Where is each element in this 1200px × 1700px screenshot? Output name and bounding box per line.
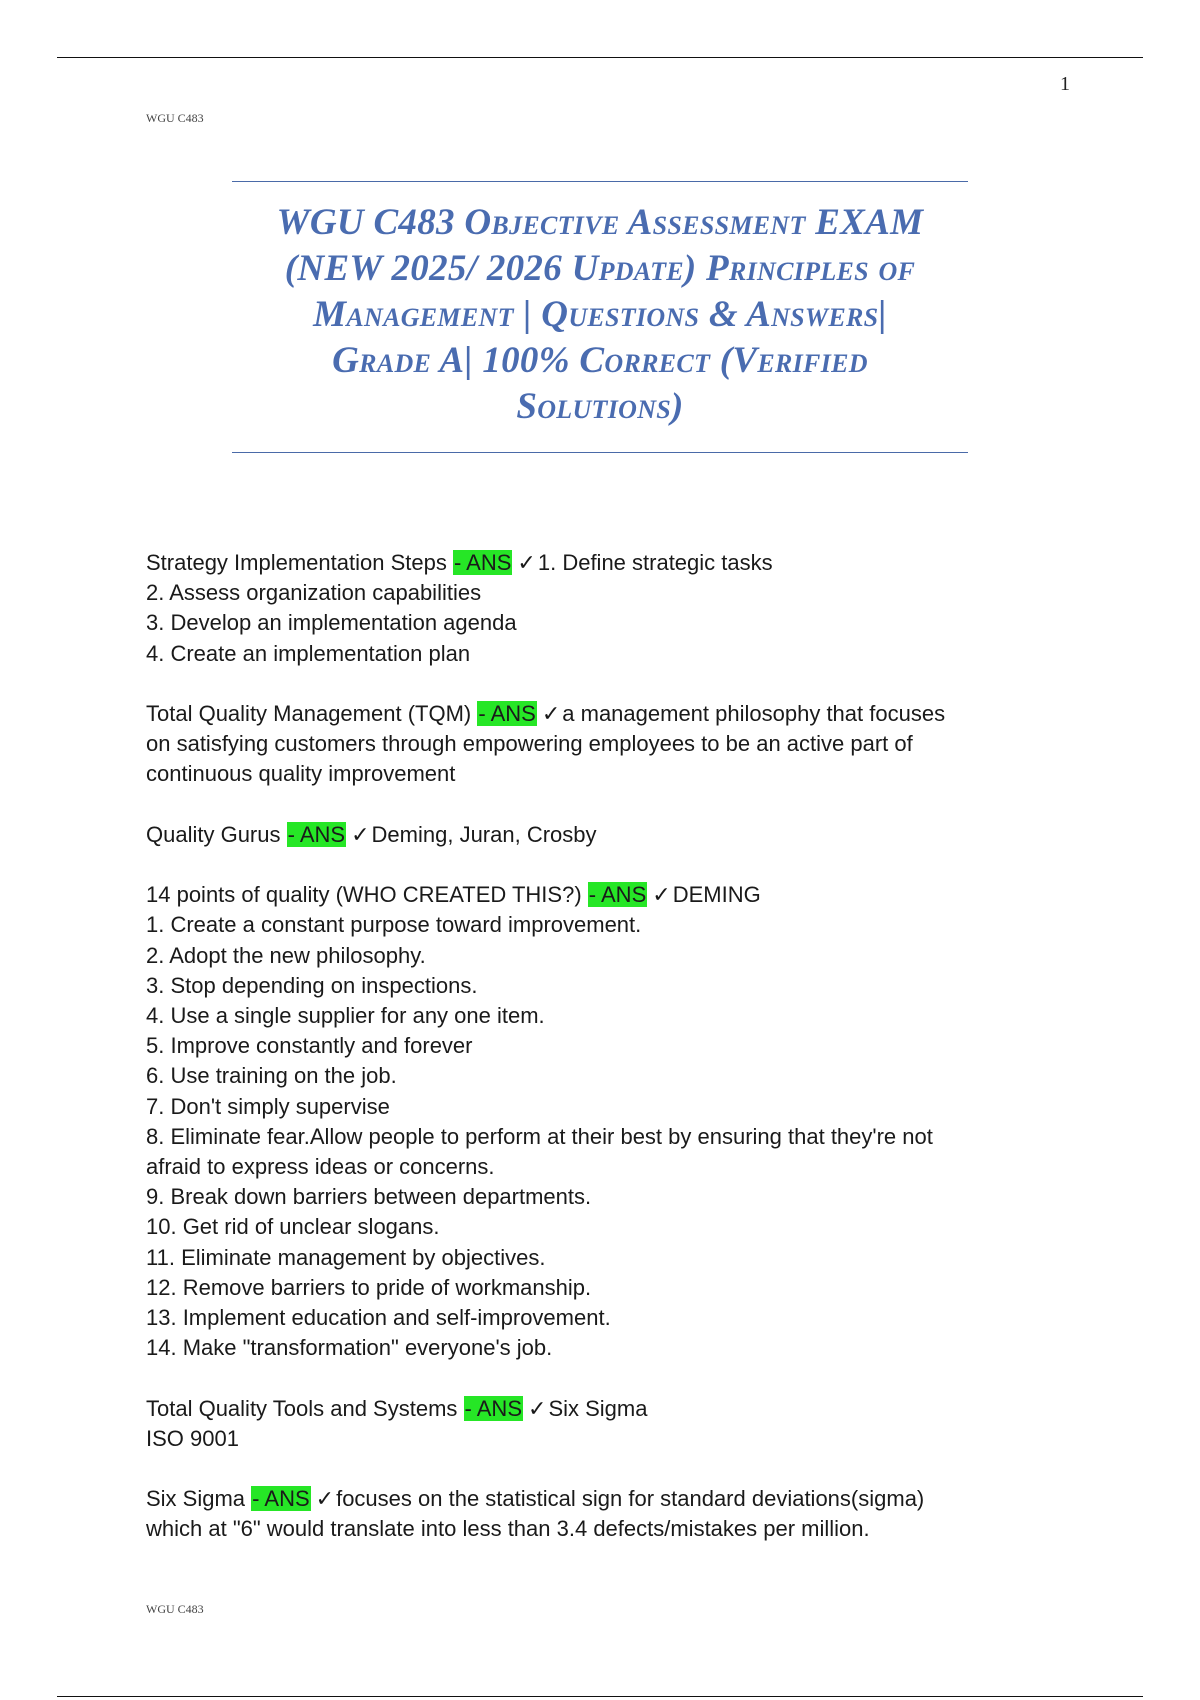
answer-line: which at "6" would translate into less than 3.4 defects/mistakes per million. xyxy=(146,1516,870,1542)
ans-highlight: - ANS xyxy=(252,1486,310,1512)
qa-entry xyxy=(146,1394,1046,1454)
answer-line: 5. Improve constantly and forever xyxy=(146,1033,473,1059)
answer-line: 7. Don't simply supervise xyxy=(146,1093,390,1119)
bottom-rule xyxy=(57,1696,1143,1697)
ans-highlight: - ANS xyxy=(464,1395,522,1421)
answer-line: 9. Break down barriers between departments. xyxy=(146,1184,592,1210)
ans-highlight: - ANS xyxy=(453,550,512,575)
answer-line: ISO 9001 xyxy=(146,1425,239,1451)
qa-first-line xyxy=(146,548,1046,578)
answer-line: on satisfying customers through empowering employees to be an active part of xyxy=(146,731,913,757)
question-text: Quality Gurus xyxy=(146,821,281,847)
ans-highlight: - ANS xyxy=(588,882,647,908)
qa-entry xyxy=(146,1484,1046,1544)
answer-line: 10. Get rid of unclear slogans. xyxy=(146,1214,440,1240)
top-rule xyxy=(57,57,1143,58)
answer-line: 12. Remove barriers to pride of workmanship. xyxy=(146,1274,592,1300)
checkmark-icon: ✓ xyxy=(351,821,370,847)
answer-text: Deming, Juran, Crosby xyxy=(371,821,597,847)
title-line: Grade A| 100% Correct (Verified xyxy=(332,340,868,381)
answer-text: focuses on the statistical sign for standard deviations(sigma) xyxy=(336,1486,925,1512)
qa-list xyxy=(146,548,1046,1575)
checkmark-icon: ✓ xyxy=(528,1395,547,1421)
qa-entry xyxy=(146,548,1046,669)
answer-line: 11. Eliminate management by objectives. xyxy=(146,1244,546,1270)
answer-line: continuous quality improvement xyxy=(146,761,456,787)
answer-line: 2. Assess organization capabilities xyxy=(146,580,482,606)
document-title xyxy=(232,200,968,430)
answer-line: 13. Implement education and self-improvement. xyxy=(146,1305,611,1331)
title-top-rule xyxy=(232,181,968,182)
checkmark-icon: ✓ xyxy=(541,701,561,726)
qa-entry xyxy=(146,699,1046,790)
answer-text: Six Sigma xyxy=(548,1395,648,1421)
answer-line: afraid to express ideas or concerns. xyxy=(146,1154,495,1180)
answer-text: 1. Define strategic tasks xyxy=(537,550,773,575)
question-text: Strategy Implementation Steps xyxy=(146,550,447,575)
title-line: (NEW 2025/ 2026 Update) Principles of xyxy=(284,248,916,289)
title-line: Management | Questions & Answers| xyxy=(313,294,887,335)
answer-line: 4. Create an implementation plan xyxy=(146,640,471,666)
running-footer: WGU C483 xyxy=(146,1602,204,1616)
title-line: Solutions) xyxy=(516,386,684,427)
ans-highlight: - ANS xyxy=(287,821,346,847)
answer-text: DEMING xyxy=(672,882,761,908)
question-text: 14 points of quality (WHO CREATED THIS?) xyxy=(146,882,582,908)
answer-line: 1. Create a constant purpose toward improvement. xyxy=(146,912,642,938)
answer-line: 3. Develop an implementation agenda xyxy=(146,610,517,636)
running-header: WGU C483 xyxy=(146,111,204,125)
qa-first-line xyxy=(146,1394,1046,1424)
question-text: Total Quality Management (TQM) xyxy=(146,701,472,726)
title-line: WGU C483 Objective Assessment EXAM xyxy=(276,202,924,243)
qa-first-line xyxy=(146,699,1046,729)
qa-entry xyxy=(146,820,1046,850)
question-text: Total Quality Tools and Systems xyxy=(146,1395,458,1421)
question-text: Six Sigma xyxy=(146,1486,246,1512)
qa-first-line xyxy=(146,880,1046,910)
checkmark-icon: ✓ xyxy=(517,550,536,575)
checkmark-icon: ✓ xyxy=(652,882,671,908)
answer-line: 4. Use a single supplier for any one item. xyxy=(146,1003,545,1028)
answer-line: 3. Stop depending on inspections. xyxy=(146,972,478,998)
answer-line: 6. Use training on the job. xyxy=(146,1063,397,1089)
checkmark-icon: ✓ xyxy=(315,1486,335,1512)
answer-line: 2. Adopt the new philosophy. xyxy=(146,942,426,968)
ans-highlight: - ANS xyxy=(478,701,536,726)
qa-first-line xyxy=(146,1484,1046,1514)
qa-entry xyxy=(146,880,1046,1363)
answer-line: 14. Make "transformation" everyone's job. xyxy=(146,1335,553,1361)
title-bottom-rule xyxy=(232,452,968,453)
qa-first-line xyxy=(146,820,1046,850)
page-number: 1 xyxy=(1060,73,1070,95)
answer-line: 8. Eliminate fear.Allow people to perform at their best by ensuring that they're not xyxy=(146,1123,933,1149)
answer-text: a management philosophy that focuses xyxy=(562,701,946,726)
